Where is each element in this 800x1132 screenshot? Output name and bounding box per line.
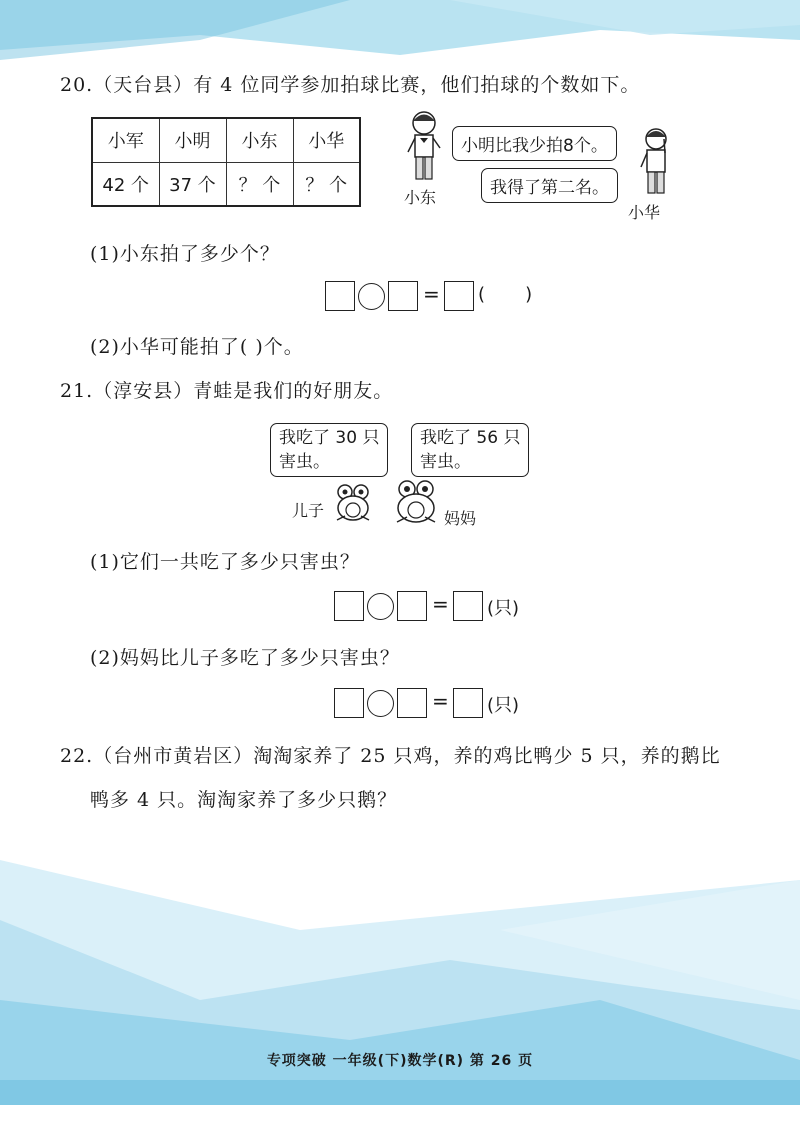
unit-blank[interactable]: ( ) bbox=[478, 284, 533, 305]
frog-mom-icon bbox=[393, 478, 439, 526]
frog-son-icon bbox=[333, 482, 373, 524]
table-cell: 42 个 bbox=[92, 162, 159, 206]
q21-sub1: (1)它们一共吃了多少只害虫？ bbox=[90, 551, 360, 573]
q20-sub2: (2)小华可能拍了( )个。 bbox=[90, 336, 304, 358]
q22-line2: 鸭多 4 只。淘淘家养了多少只鹅？ bbox=[90, 789, 398, 811]
q22-line1: 22.（台州市黄岩区）淘淘家养了 25 只鸡，养的鸡比鸭少 5 只，养的鹅比 bbox=[60, 745, 721, 767]
label-mom: 妈妈 bbox=[444, 509, 477, 528]
table-header-cell: 小华 bbox=[293, 118, 360, 162]
table-cell: ？ 个 bbox=[226, 162, 293, 206]
table-cell: 37 个 bbox=[159, 162, 226, 206]
answer-box[interactable] bbox=[444, 281, 474, 311]
bubble-line: 我吃了 56 只 bbox=[420, 428, 521, 448]
answer-box[interactable] bbox=[453, 591, 483, 621]
speech-bubble-xiaohua: 我得了第二名。 bbox=[481, 168, 618, 203]
answer-box[interactable] bbox=[453, 688, 483, 718]
answer-box[interactable] bbox=[334, 688, 364, 718]
boy-xiaohua-illustration bbox=[636, 125, 676, 197]
unit-label: (只) bbox=[487, 695, 520, 716]
equals-sign: = bbox=[432, 689, 449, 713]
speech-bubble-son bbox=[270, 423, 388, 477]
equals-sign: = bbox=[423, 282, 440, 306]
q20-title: 20.（天台县）有 4 位同学参加拍球比赛，他们拍球的个数如下。 bbox=[60, 74, 641, 96]
label-xiaodong: 小东 bbox=[404, 188, 437, 207]
boy-xiaodong-illustration bbox=[404, 108, 444, 184]
answer-box[interactable] bbox=[397, 591, 427, 621]
bubble-line: 害虫。 bbox=[420, 452, 471, 472]
table-header-cell: 小明 bbox=[159, 118, 226, 162]
answer-box[interactable] bbox=[325, 281, 355, 311]
answer-box[interactable] bbox=[397, 688, 427, 718]
q20-sub1: (1)小东拍了多少个？ bbox=[90, 243, 280, 265]
answer-box[interactable] bbox=[388, 281, 418, 311]
equals-sign: = bbox=[432, 592, 449, 616]
answer-box[interactable] bbox=[334, 591, 364, 621]
table-header-row bbox=[92, 118, 360, 162]
operator-circle[interactable] bbox=[358, 283, 385, 310]
table-header-cell: 小东 bbox=[226, 118, 293, 162]
speech-bubble-xiaodong: 小明比我少拍8个。 bbox=[452, 126, 617, 161]
label-xiaohua: 小华 bbox=[628, 203, 661, 222]
q21-title: 21.（淳安县）青蛙是我们的好朋友。 bbox=[60, 380, 394, 402]
table-header-cell: 小军 bbox=[92, 118, 159, 162]
label-son: 儿子 bbox=[292, 501, 325, 520]
page-footer: 专项突破 一年级(下)数学(R) 第 26 页 bbox=[266, 1053, 534, 1069]
unit-label: (只) bbox=[487, 598, 520, 619]
table-row bbox=[92, 162, 360, 206]
table-cell: ？ 个 bbox=[293, 162, 360, 206]
q21-sub2: (2)妈妈比儿子多吃了多少只害虫？ bbox=[90, 647, 400, 669]
q20-score-table bbox=[91, 117, 361, 207]
bubble-line: 我吃了 30 只 bbox=[279, 428, 380, 448]
operator-circle[interactable] bbox=[367, 690, 394, 717]
speech-bubble-mom bbox=[411, 423, 529, 477]
operator-circle[interactable] bbox=[367, 593, 394, 620]
bubble-line: 害虫。 bbox=[279, 452, 330, 472]
